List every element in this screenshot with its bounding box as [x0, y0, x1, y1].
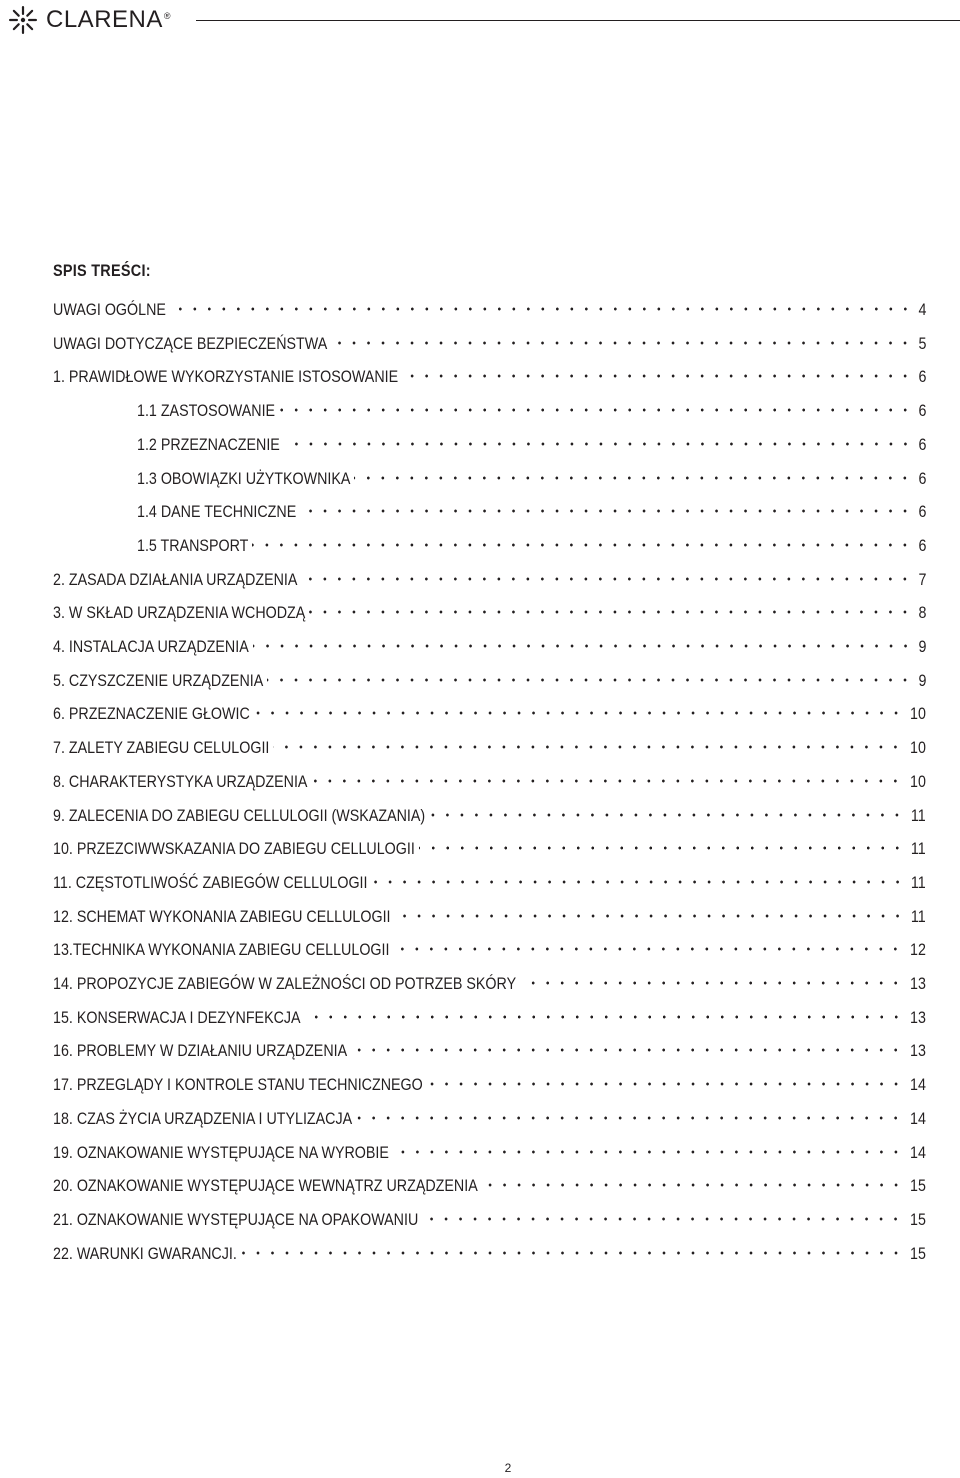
- toc-entry-label: 15. KONSERWACJA I DEZYNFEKCJA: [53, 1008, 301, 1027]
- toc-entry-page: 14: [910, 1109, 926, 1128]
- toc-title: SPIS TREŚCI:: [53, 261, 151, 280]
- toc-entry-page: 15: [910, 1244, 926, 1263]
- toc-entry[interactable]: [53, 594, 926, 622]
- toc-entry-page: 6: [918, 435, 926, 454]
- toc-entry-page: 15: [910, 1176, 926, 1195]
- toc-dot-leader: [284, 426, 913, 450]
- toc-dot-leader: [482, 1167, 903, 1191]
- toc-entry-page: 11: [911, 839, 926, 858]
- toc-entry-page: 4: [918, 300, 926, 319]
- toc-entry-page: 13: [910, 1008, 926, 1027]
- toc-dot-leader: [395, 898, 905, 922]
- toc-entry-label: 19. OZNAKOWANIE WYSTĘPUJĄCE NA WYROBIE: [53, 1143, 389, 1162]
- toc-entry-label: 13.TECHNIKA WYKONANIA ZABIEGU CELLULOGII: [53, 940, 390, 959]
- toc-entry-page: 14: [910, 1075, 926, 1094]
- toc-dot-leader: [393, 931, 903, 955]
- toc-dot-leader: [520, 965, 903, 989]
- toc-entry-label: 11. CZĘSTOTLIWOŚĆ ZABIEGÓW CELLULOGII: [53, 873, 368, 892]
- toc-entry-page: 11: [911, 806, 926, 825]
- toc-entry-label: 1.4 DANE TECHNICZNE: [137, 502, 297, 521]
- toc-entry[interactable]: [137, 493, 926, 521]
- toc-entry-label: 6. PRZEZNACZENIE GŁOWIC: [53, 704, 250, 723]
- toc-dot-leader: [170, 291, 913, 315]
- toc-entry[interactable]: [53, 763, 926, 791]
- toc-entry-page: 6: [918, 502, 926, 521]
- toc-entry-page: 5: [918, 334, 926, 353]
- toc-entry-label: 20. OZNAKOWANIE WYSTĘPUJĄCE WEWNĄTRZ URZĄDZENIA: [53, 1176, 478, 1195]
- toc-entry[interactable]: [137, 392, 926, 420]
- toc-entry-page: 13: [910, 1041, 926, 1060]
- toc-entry-page: 6: [918, 367, 926, 386]
- toc-dot-leader: [300, 493, 912, 517]
- toc-entry[interactable]: [53, 1167, 926, 1195]
- toc-entry[interactable]: [53, 898, 926, 926]
- toc-entry-label: 1.1 ZASTOSOWANIE: [137, 401, 276, 420]
- toc-entry[interactable]: [53, 291, 926, 319]
- toc-entry-page: 10: [910, 704, 926, 723]
- toc-entry-label: 14. PROPOZYCJE ZABIEGÓW W ZALEŻNOŚCI OD POTRZEB SKÓRY: [53, 974, 517, 993]
- toc-dot-leader: [429, 797, 904, 821]
- toc-entry-label: 18. CZAS ŻYCIA URZĄDZENIA I UTYLIZACJA: [53, 1109, 353, 1128]
- toc-entry-label: 1.3 OBOWIĄZKI UŻYTKOWNIKA: [137, 469, 351, 488]
- toc-dot-leader: [252, 527, 912, 551]
- toc-entry-page: 10: [910, 738, 926, 757]
- toc-entry[interactable]: [53, 830, 926, 858]
- toc-entry-page: 11: [911, 907, 926, 926]
- toc-dot-leader: [254, 695, 903, 719]
- toc-entry-page: 11: [911, 873, 926, 892]
- toc-dot-leader: [393, 1134, 903, 1158]
- toc-entry[interactable]: [53, 797, 926, 825]
- toc-entry-label: 17. PRZEGLĄDY I KONTROLE STANU TECHNICZNEGO: [53, 1075, 423, 1094]
- registered-mark: ®: [163, 11, 172, 21]
- toc-entry[interactable]: [137, 460, 926, 488]
- toc-entry-page: 6: [918, 469, 926, 488]
- toc-entry[interactable]: [53, 931, 926, 959]
- toc-entry[interactable]: [53, 325, 926, 353]
- toc-dot-leader: [279, 392, 912, 416]
- toc-entry-page: 7: [918, 570, 926, 589]
- toc-entry-page: 6: [918, 536, 926, 555]
- toc-entry[interactable]: [53, 628, 926, 656]
- toc-dot-leader: [253, 628, 913, 652]
- toc-entry-label: 9. ZALECENIA DO ZABIEGU CELLULOGII (WSKAZANIA): [53, 806, 426, 825]
- toc-entry[interactable]: [53, 662, 926, 690]
- toc-entry[interactable]: [137, 527, 926, 555]
- toc-dot-leader: [311, 763, 903, 787]
- toc-entry[interactable]: [53, 358, 926, 386]
- toc-entry[interactable]: [53, 864, 926, 892]
- toc-entry[interactable]: [53, 1235, 926, 1263]
- toc-entry[interactable]: [53, 1134, 926, 1162]
- toc-dot-leader: [331, 325, 912, 349]
- toc-entry-label: UWAGI DOTYCZĄCE BEZPIECZEŃSTWA: [53, 334, 328, 353]
- toc-entry[interactable]: [53, 1201, 926, 1229]
- toc-dot-leader: [402, 358, 912, 382]
- toc-entry-label: UWAGI OGÓLNE: [53, 300, 166, 319]
- toc-entry-label: 12. SCHEMAT WYKONANIA ZABIEGU CELLULOGII: [53, 907, 391, 926]
- toc-entry[interactable]: [53, 1032, 926, 1060]
- toc-entry[interactable]: [53, 999, 926, 1027]
- toc-entry-page: 9: [918, 637, 926, 656]
- toc-entry[interactable]: [53, 1100, 926, 1128]
- toc-dot-leader: [301, 561, 912, 585]
- toc-entry-page: 13: [910, 974, 926, 993]
- toc-entry-label: 21. OZNAKOWANIE WYSTĘPUJĄCE NA OPAKOWANIU: [53, 1210, 419, 1229]
- toc-entry-label: 2. ZASADA DZIAŁANIA URZĄDZENIA: [53, 570, 298, 589]
- toc-entry-label: 22. WARUNKI GWARANCJI.: [53, 1244, 237, 1263]
- toc-entry-label: 1. PRAWIDŁOWE WYKORZYSTANIE ISTOSOWANIE: [53, 367, 399, 386]
- toc-dot-leader: [305, 999, 903, 1023]
- toc-entry-page: 15: [910, 1210, 926, 1229]
- toc-entry-label: 10. PRZEZCIWWSKAZANIA DO ZABIEGU CELLULOGII: [53, 839, 415, 858]
- toc-dot-leader: [241, 1235, 903, 1259]
- toc-entry-page: 8: [918, 603, 926, 622]
- toc-entry-label: 7. ZALETY ZABIEGU CELULOGII: [53, 738, 270, 757]
- toc-entry[interactable]: [53, 729, 926, 757]
- toc-entry-label: 8. CHARAKTERYSTYKA URZĄDZENIA: [53, 772, 308, 791]
- toc-entry[interactable]: [53, 561, 926, 589]
- toc-entry-label: 5. CZYSZCZENIE URZĄDZENIA: [53, 671, 264, 690]
- toc-dot-leader: [351, 1032, 903, 1056]
- toc-entry-label: 1.5 TRANSPORT: [137, 536, 249, 555]
- toc-entry-label: 4. INSTALACJA URZĄDZENIA: [53, 637, 249, 656]
- toc-entry[interactable]: [53, 1066, 926, 1094]
- toc-dot-leader: [267, 662, 912, 686]
- toc-entry-label: 3. W SKŁAD URZĄDZENIA WCHODZĄ: [53, 603, 306, 622]
- toc-entry-page: 9: [918, 671, 926, 690]
- toc-dot-leader: [419, 830, 905, 854]
- toc-entry-page: 12: [910, 940, 926, 959]
- toc-dot-leader: [422, 1201, 903, 1225]
- toc-entry[interactable]: [53, 695, 926, 723]
- brand-name-text: CLARENA: [46, 6, 163, 33]
- toc-dot-leader: [427, 1066, 903, 1090]
- toc-dot-leader: [273, 729, 903, 753]
- toc-entry-page: 10: [910, 772, 926, 791]
- toc-entry[interactable]: [137, 426, 926, 454]
- toc-entry[interactable]: [53, 965, 926, 993]
- toc-dot-leader: [356, 1100, 903, 1124]
- page-number: 2: [504, 1461, 512, 1475]
- toc-dot-leader: [309, 594, 912, 618]
- toc-entry-page: 14: [910, 1143, 926, 1162]
- toc-dot-leader: [354, 460, 912, 484]
- toc-entry-page: 6: [918, 401, 926, 420]
- toc-dot-leader: [372, 864, 905, 888]
- toc-entry-label: 16. PROBLEMY W DZIAŁANIU URZĄDZENIA: [53, 1041, 348, 1060]
- toc-entry-label: 1.2 PRZEZNACZENIE: [137, 435, 280, 454]
